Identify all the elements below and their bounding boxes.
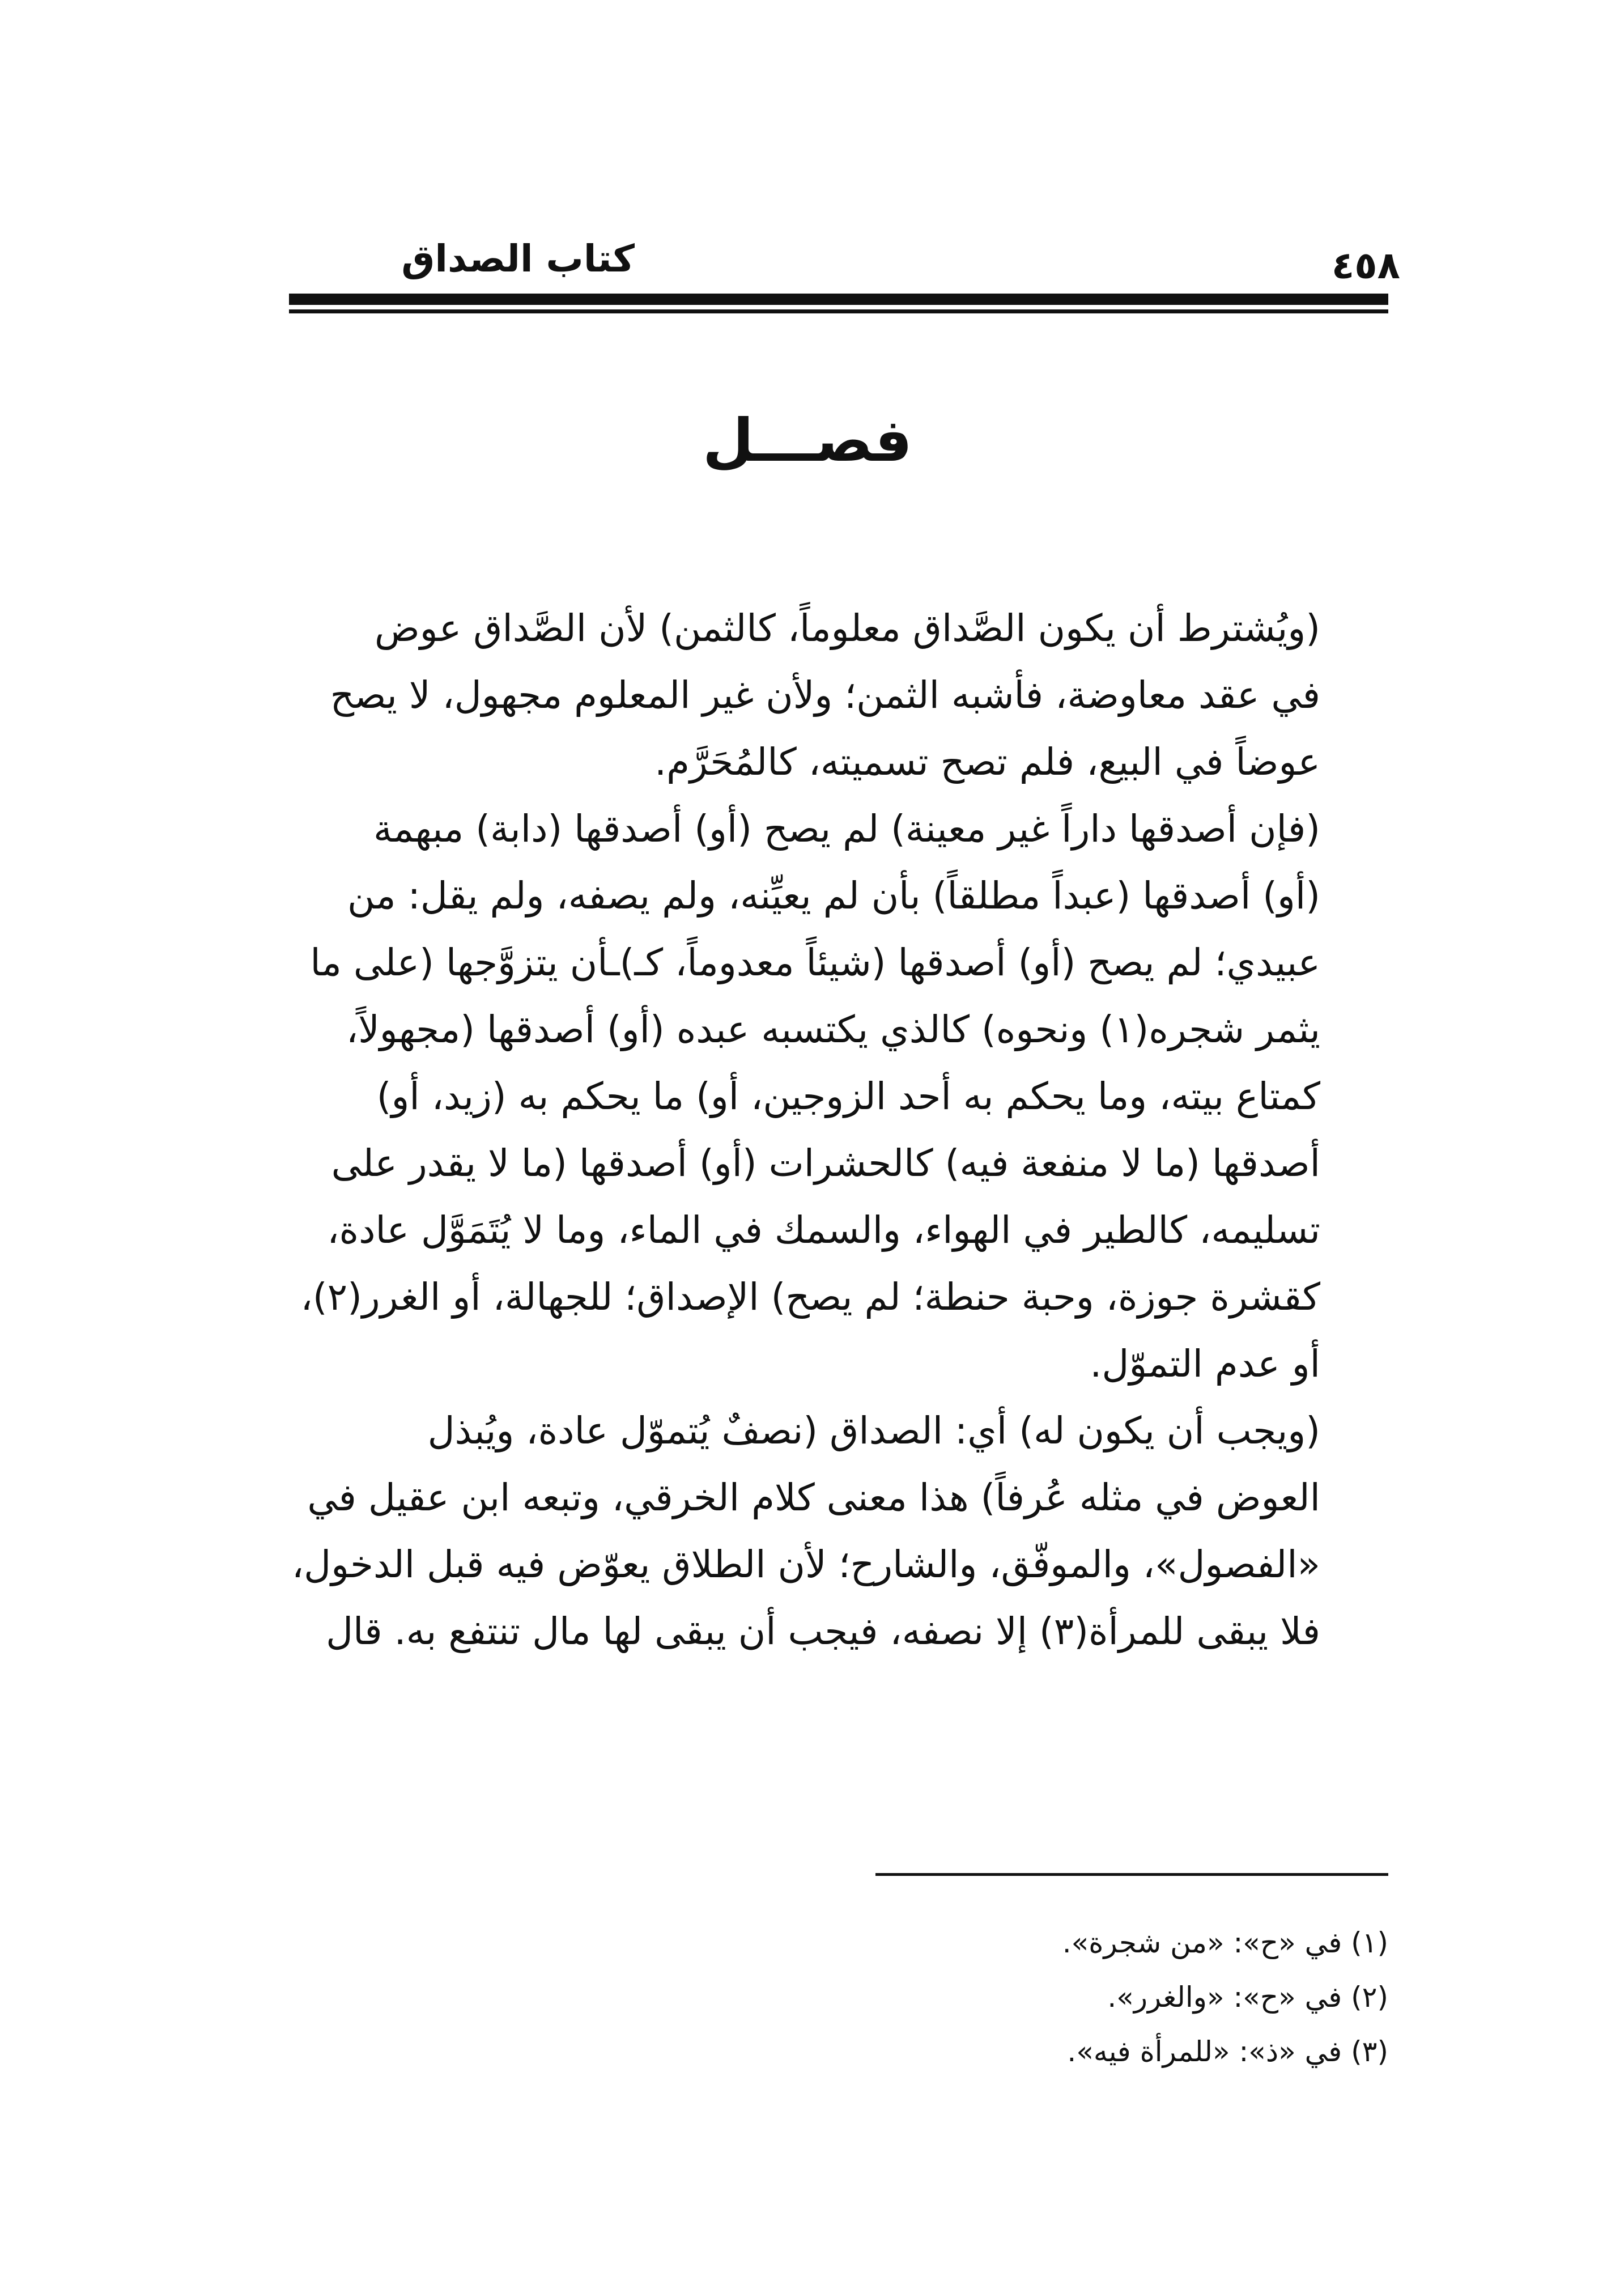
footnote-2: (٢) في «ح»: «والغرر». xyxy=(1107,1981,1388,2014)
text-line: تسليمه، كالطير في الهواء، والسمك في الماء، وما لا يُتَمَوَّل عادة، xyxy=(327,1208,1320,1252)
page-header xyxy=(289,232,1400,312)
header-rule-thick xyxy=(289,294,1388,305)
text-line: (ويُشترط أن يكون الصَّداق معلوماً، كالثمن) لأن الصَّداق عوض xyxy=(375,606,1320,650)
text-line: (أو) أصدقها (عبداً مطلقاً) بأن لم يعيِّنه، ولم يصفه، ولم يقل: من xyxy=(347,874,1320,918)
text-line: يثمر شجره(١) ونحوه) كالذي يكتسبه عبده (أو) أصدقها (مجهولاً، xyxy=(346,1008,1320,1051)
text-line: «الفصول»، والموفّق، والشارح؛ لأن الطلاق يعوّض فيه قبل الدخول، xyxy=(291,1543,1320,1586)
text-line: (فإن أصدقها داراً غير معينة) لم يصح (أو) أصدقها (دابة) مبهمة xyxy=(373,807,1320,851)
text-line: فلا يبقى للمرأة(٣) إلا نصفه، فيجب أن يبقى لها مال تنتفع به. قال xyxy=(326,1610,1320,1653)
text-line: عوضاً في البيع، فلم تصح تسميته، كالمُحَرَّم. xyxy=(654,740,1320,784)
footnote-1: (١) في «ح»: «من شجرة». xyxy=(1062,1926,1388,1959)
text-line: العوض في مثله عُرفاً) هذا معنى كلام الخرقي، وتبعه ابن عقيل في xyxy=(307,1476,1320,1519)
text-line: (ويجب أن يكون له) أي: الصداق (نصفٌ يُتموّل عادة، ويُبذل xyxy=(427,1409,1320,1453)
page-number: ٤٥٨ xyxy=(1332,244,1400,287)
text-line: أو عدم التموّل. xyxy=(1090,1342,1320,1386)
main-text xyxy=(289,595,1388,1665)
running-title: كتاب الصداق xyxy=(401,237,635,281)
text-line: كقشرة جوزة، وحبة حنطة؛ لم يصح) الإصداق؛ للجهالة، أو الغرر(٢)، xyxy=(300,1275,1320,1319)
paragraph xyxy=(289,1398,1388,1665)
header-rule-thin xyxy=(289,309,1388,313)
text-line: في عقد معاوضة، فأشبه الثمن؛ ولأن غير المعلوم مجهول، لا يصح xyxy=(330,673,1320,717)
footnote-separator xyxy=(875,1873,1388,1876)
paragraph xyxy=(289,595,1388,796)
footnote-3: (٣) في «ذ»: «للمرأة فيه». xyxy=(1067,2035,1388,2068)
text-line: عبيدي؛ لم يصح (أو) أصدقها (شيئاً معدوماً، كـ)ـأن يتزوَّجها (على ما xyxy=(310,941,1320,984)
footnotes xyxy=(652,1916,1388,2079)
text-line: أصدقها (ما لا منفعة فيه) كالحشرات (أو) أصدقها (ما لا يقدر على xyxy=(331,1141,1320,1185)
section-heading: فصـــل xyxy=(702,406,912,475)
paragraph xyxy=(289,796,1388,1398)
text-line: كمتاع بيته، وما يحكم به أحد الزوجين، أو) ما يحكم به (زيد، أو) xyxy=(376,1075,1320,1118)
